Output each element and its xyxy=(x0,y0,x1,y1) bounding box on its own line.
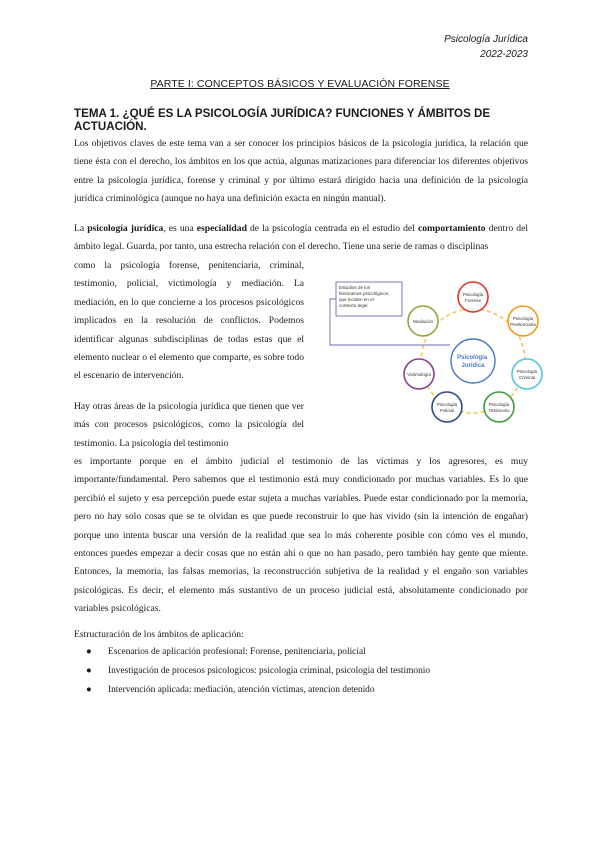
node-criminal xyxy=(512,359,542,389)
node-circle xyxy=(432,392,462,422)
node-label xyxy=(413,319,434,324)
list-item xyxy=(74,681,430,700)
bold-term: comportamiento xyxy=(417,223,486,234)
bold-term: psicología jurídica xyxy=(87,223,164,234)
node-line: Psicología xyxy=(516,369,538,374)
center-circle xyxy=(451,339,495,383)
topic-title: TEMA 1. ¿QUÉ ES LA PSICOLOGÍA JURÍDICA? FUNCIONES Y ÁMBITOS DE ACTUACIÓN. xyxy=(74,107,491,133)
node-label xyxy=(489,402,511,413)
node-label xyxy=(463,292,484,303)
node-line: Psicología xyxy=(462,292,484,297)
application-list xyxy=(74,643,430,699)
paragraph-testimony: es importante porque en el ámbito judicial el testimonio de las víctimas y los agresores, es muy importante/fundamental. Pero sabemos que el testimonio está muy condicionado por muchas variables. Es lo que percibió el sujeto y esa percepción puede estar sujeta a muchas variables. Puede estar condicionado por la memoria, pero no hay solo cosas que se te olvidan es que puede reconstruir lo que has vivido (sin la intención de engañar) porque uno intenta buscar una versión de la realidad que sea lo más coherente posible con cómo ves el mundo, entonces puedes empezar a decir cosas que no están ahí o que no han pasado, pero también hay gente que miente. Entonces, la memoria, las falsas memorias, la reconstrucción subjetiva de la realidad y el engaño son variables psicológicas. Es decir, el elemento más sustantivo de un proceso judicial está, absolutamente condicionado por variables psicológicas. xyxy=(74,456,528,615)
node-line: Mediación xyxy=(412,319,434,324)
bullet-icon: ● xyxy=(86,684,92,695)
bold-term: especialidad xyxy=(196,223,247,234)
list-item xyxy=(74,643,430,662)
node-testimonio xyxy=(484,392,514,422)
list-intro: Estructuración de los ámbitos de aplicación: xyxy=(74,629,244,640)
node-line: Testimonio xyxy=(488,408,510,413)
node-circle xyxy=(512,359,542,389)
node-circle xyxy=(508,306,538,336)
node-label xyxy=(407,372,431,377)
header-year: 2022-2023 xyxy=(480,49,528,60)
node-line: Victimología xyxy=(407,372,431,377)
callout-line: fenómenos psicológicos, xyxy=(339,291,390,296)
node-line: Criminal xyxy=(518,375,536,380)
page-header xyxy=(444,32,528,62)
text-run: de la psicología centrada en el estudio del xyxy=(246,223,418,234)
text-run: La xyxy=(74,223,88,234)
node-line: Psicología xyxy=(512,316,534,321)
center-line: Psicología xyxy=(457,355,488,361)
text-run: dentro del ámbito legal. Guarda, por tanto, una estrecha relación con el derecho. Tiene una serie de ramas o disciplinas xyxy=(74,223,528,253)
paragraph-testimony-start: Hay otras áreas de la psicología jurídica que tienen que ver más con procesos psicológicos, como la psicología del testimonio. La psicología del testimonio xyxy=(74,401,304,449)
part-title: PARTE I: CONCEPTOS BÁSICOS Y EVALUACIÓN FORENSE xyxy=(150,78,450,90)
list-item xyxy=(74,662,430,681)
node-victimologia xyxy=(404,359,434,389)
node-circle xyxy=(484,392,514,422)
node-penitenciaria xyxy=(508,306,538,336)
center-line: Jurídica xyxy=(461,363,485,369)
node-label xyxy=(517,369,538,380)
disciplines-diagram xyxy=(308,277,543,429)
node-line: Penitenciaria xyxy=(510,322,536,327)
node-circle xyxy=(458,282,488,312)
node-label xyxy=(510,316,536,327)
node-line: Policial xyxy=(440,408,454,413)
node-line: Psicología xyxy=(436,402,458,407)
node-forense xyxy=(458,282,488,312)
bullet-icon: ● xyxy=(86,665,92,676)
header-subject: Psicología Jurídica xyxy=(444,34,528,45)
node-line: Forense xyxy=(464,298,482,303)
node-line: Psicología xyxy=(488,402,510,407)
paragraph-objectives: Los objetivos claves de este tema van a ser conocer los principios básicos de la psicología jurídica, la relación que tiene ésta con el derecho, los ámbitos en los que actúa, algunas matizaciones para diferenciar los diferentes objetivos entre la psicología jurídica, forense y criminal y por último estará dirigido hacia una definición de la psicología jurídica criminológica (aunque no haya una definición exacta en ningún manual). xyxy=(74,138,528,205)
paragraph-disciplines: como la psicología forense, penitenciaria, criminal, testimonio, policial, victimología y mediación. La mediación, en lo que concierne a los procesos psicológicos implicados en la resolución de conflictos. Podemos identificar algunas subdisciplinas de todas estas que el elemento nuclear o el elemento que comparte, es sobre todo el escenario de intervención. xyxy=(74,260,304,382)
callout-line: que inciden en el xyxy=(339,297,374,302)
list-item-text: Intervención aplicada: mediación, atención víctimas, atencion detenido xyxy=(108,684,375,695)
node-policial xyxy=(432,392,462,422)
paragraph-definition xyxy=(74,220,528,257)
list-item-text: Escenarios de aplicación profesional: Forense, penitenciaria, policial xyxy=(108,647,366,657)
callout-line: Estudios de los xyxy=(339,285,371,290)
list-item-text: Investigación de procesos psicologicos: psicologia criminal, psicologia del testimonio xyxy=(108,665,431,676)
text-run: , es una xyxy=(163,223,197,234)
bullet-icon: ● xyxy=(86,647,92,657)
callout-line: contexto legal. xyxy=(339,303,369,308)
node-mediacion xyxy=(408,306,438,336)
